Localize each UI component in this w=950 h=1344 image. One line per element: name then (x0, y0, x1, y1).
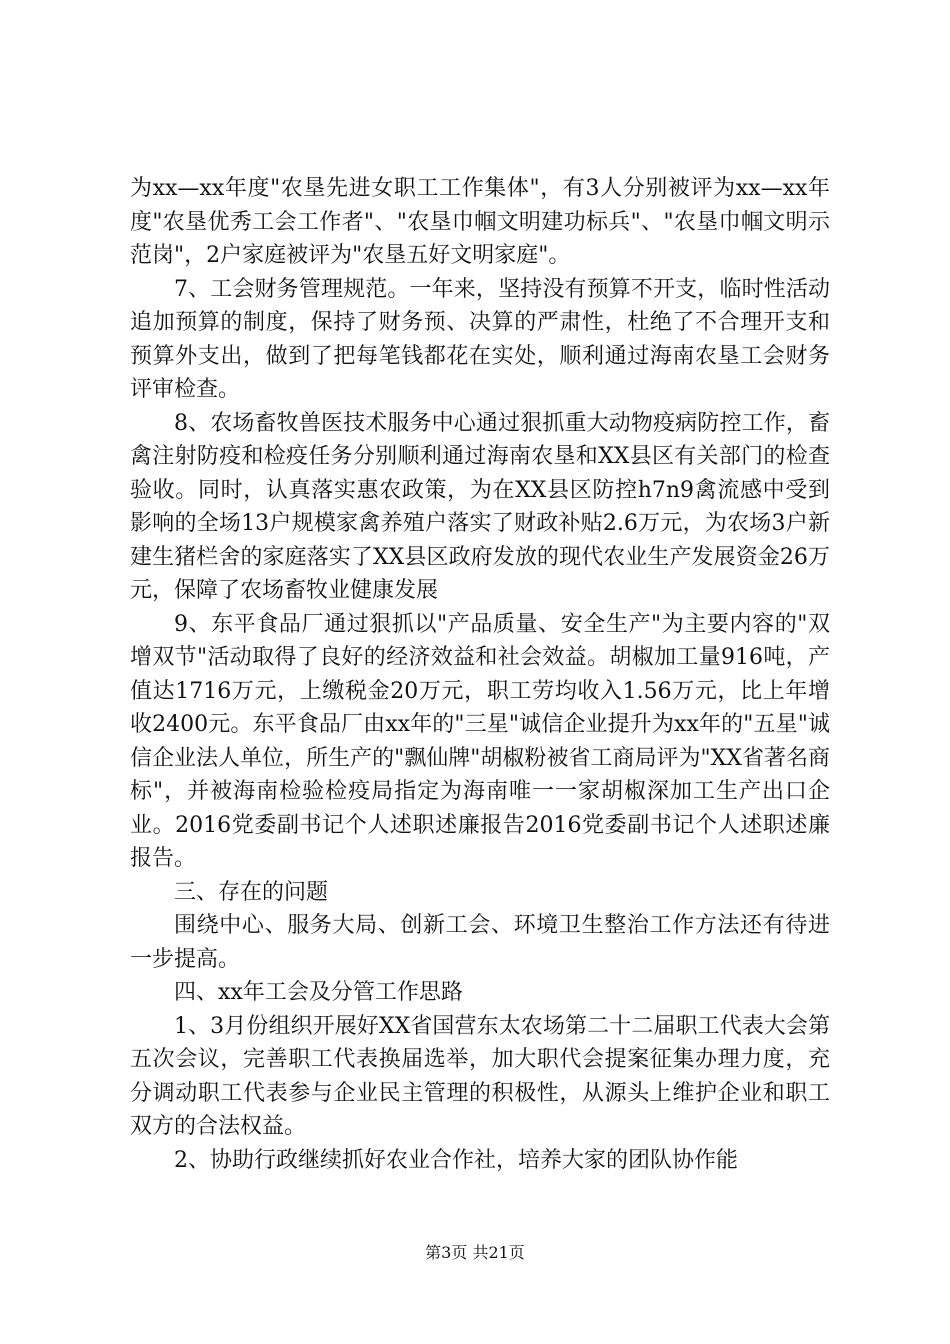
paragraph-veterinary-center: 8、农场畜牧兽医技术服务中心通过狠抓重大动物疫病防控工作，畜禽注射防疫和检疫任务分别顺利通过海南农垦和XX县区有关部门的检查验收。同时，认真落实惠农政策，为在XX县区防控h7n9禽流感中受到影响的全场13户规模家禽养殖户落实了财政补贴2.6万元，为农场3户新建生猪栏舍的家庭落实了XX县区政府发放的现代农业生产发展资金26万元，保障了农场畜牧业健康发展 (130, 410, 830, 603)
page-number-footer: 第3页 共21页 (425, 1243, 525, 1262)
paragraph-food-factory: 9、东平食品厂通过狠抓以"产品质量、安全生产"为主要内容的"双增双节"活动取得了良好的经济效益和社会效益。胡椒加工量916吨，产值达1716万元，上缴税金20万元，职工劳均收入1.56万元，比上年增收2400元。东平食品厂由xx年的"三星"诚信企业提升为xx年的"五星"诚信企业法人单位，所生产的"飘仙牌"胡椒粉被省工商局评为"XX省著名商标"，并被海南检验检疫局指定为海南唯一一家胡椒深加工生产出口企业。2016党委副书记个人述职述廉报告2016党委副书记个人述职述廉报告。 (130, 611, 830, 871)
paragraph-plan-item-1: 1、3月份组织开展好XX省国营东太农场第二十二届职工代表大会第五次会议，完善职工代表换届选举，加大职代会提案征集办理力度，充分调动职工代表参与企业民主管理的积极性，从源头上维护企业和职工双方的合法权益。 (130, 1013, 830, 1139)
document-body (130, 172, 830, 1177)
paragraph-problems: 围绕中心、服务大局、创新工会、环境卫生整治工作方法还有待进一步提高。 (130, 913, 830, 972)
paragraph-plan-item-2: 2、协助行政继续抓好农业合作社，培养大家的团队协作能 (174, 1147, 738, 1173)
paragraph-awards-continued: 为xx—xx年度"农垦先进女职工工作集体"，有3人分别被评为xx—xx年度"农垦优秀工会工作者"、"农垦巾帼文明建功标兵"、"农垦巾帼文明示范岗"，2户家庭被评为"农垦五好文明家庭"。 (130, 176, 830, 268)
paragraph-finance-management: 7、工会财务管理规范。一年来，坚持没有预算不开支，临时性活动追加预算的制度，保持了财务预、决算的严肃性，杜绝了不合理开支和预算外支出，做到了把每笔钱都花在实处，顺利通过海南农垦工会财务评审检查。 (130, 276, 830, 402)
heading-work-plan: 四、xx年工会及分管工作思路 (174, 980, 463, 1005)
heading-existing-problems: 三、存在的问题 (174, 879, 329, 905)
